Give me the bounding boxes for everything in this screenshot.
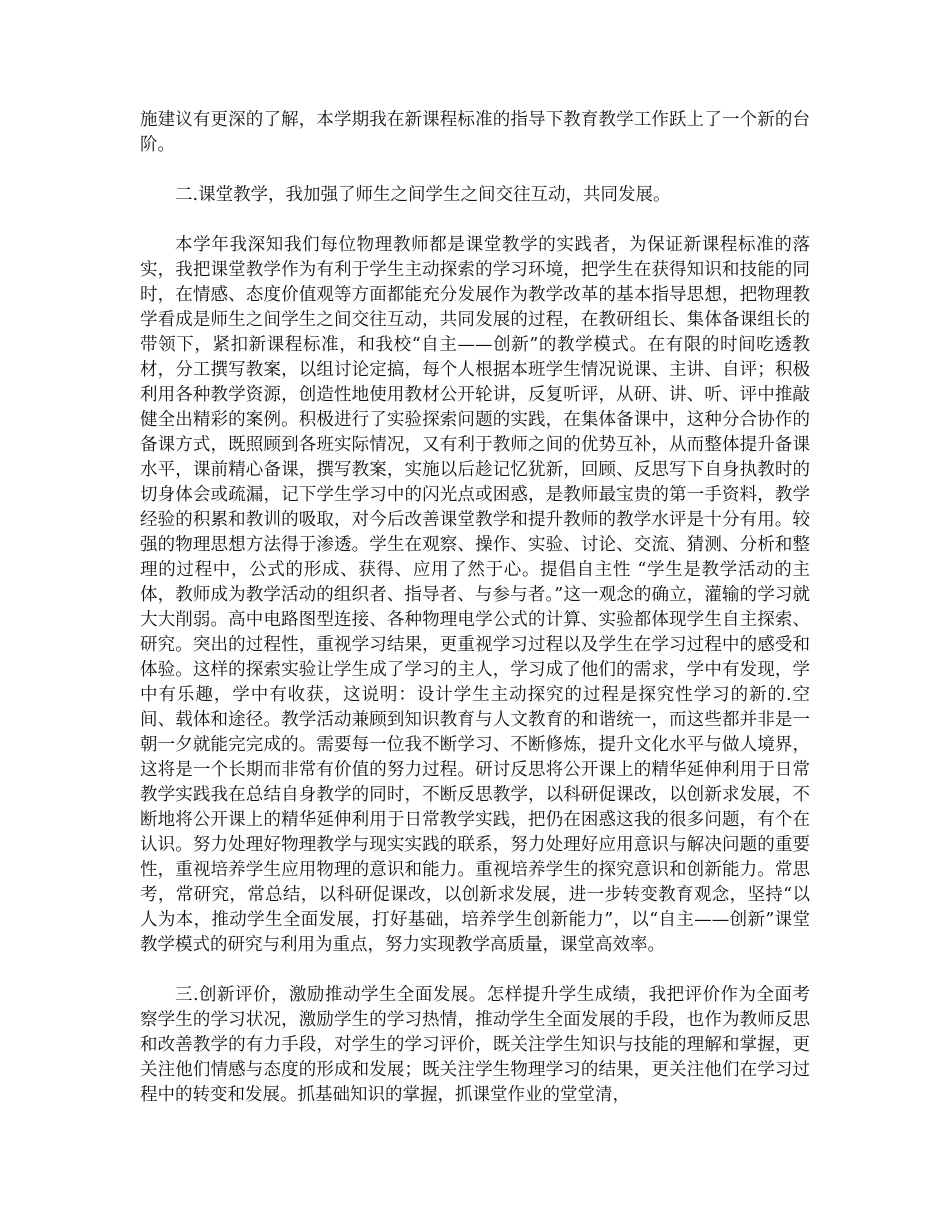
- section-heading-classroom-teaching: 二.课堂教学，我加强了师生之间学生之间交往互动，共同发展。: [175, 185, 671, 205]
- paragraph-classroom-practice: 本学年我深知我们每位物理教师都是课堂教学的实践者，为保证新课程标准的落实，我把课堂教学作为有利于学生主动探索的学习环境，把学生在获得知识和技能的同时，在情感、态度价值观等方面都能充分发展作为教学改革的基本指导思想，把物理教学看成是师生之间学生之间交往互动，共同发展的过程，在教研组长、集体备课组长的带领下，紧扣新课程标准，和我校“自主——创新”的教学模式。在有限的时间吃透教材，分工撰写教案，以组讨论定搞，每个人根据本班学生情况说课、主讲、自评；积极利用各种教学资源，创造性地使用教材公开轮讲，反复听评，从研、讲、听、评中推敲健全出精彩的案例。积极进行了实验探索问题的实践，在集体备课中，这种分合协作的备课方式，既照顾到各班实际情况，又有利于教师之间的优势互补，从而整体提升备课水平，课前精心备课，撰写教案，实施以后趁记忆犹新，回顾、反思写下自身执教时的切身体会或疏漏，记下学生学习中的闪光点或困惑，是教师最宝贵的第一手资料，教学经验的积累和教训的吸取，对今后改善课堂教学和提升教师的教学水评是十分有用。较强的物理思想方法得于渗透。学生在观察、操作、实验、讨论、交流、猜测、分析和整理的过程中，公式的形成、获得、应用了然于心。提倡自主性 “学生是教学活动的主体，教师成为教学活动的组织者、指导者、与参与者。”这一观念的确立，灌输的学习就大大削弱。高中电路图型连接、各种物理电学公式的计算、实验都体现学生自主探索、研究。突出的过程性，重视学习结果，更重视学习过程以及学生在学习过程中的感受和体验。这样的探索实验让学生成了学习的主人，学习成了他们的需求，学中有发现，学中有乐趣，学中有收获，这说明：设计学生主动探究的过程是探究性学习的新的.空间、载体和途径。教学活动兼顾到知识教育与人文教育的和谐统一，而这些都并非是一朝一夕就能完完成的。需要每一位我不断学习、不断修炼，提升文化水平与做人境界，这将是一个长期而非常有价值的努力过程。研讨反思将公开课上的精华延伸利用于日常教学实践我在总结自身教学的同时，不断反思教学，以科研促课改，以创新求发展，不断地将公开课上的精华延伸利用于日常教学实践，把仍在困惑这我的很多问题，有个在认识。努力处理好物理教学与现实实践的联系，努力处理好应用意识与解决问题的重要性，重视培养学生应用物理的意识和能力。重视培养学生的探究意识和创新能力。常思考，常研究，常总结，以科研促课改，以创新求发展，进一步转变教育观念，坚持“以人为本，推动学生全面发展，打好基础，培养学生创新能力”，以“自主——创新”课堂教学模式的研究与利用为重点，努力实现教学高质量，课堂高效率。: [140, 235, 810, 955]
- paragraph-innovative-evaluation: 三.创新评价，激励推动学生全面发展。怎样提升学生成绩，我把评价作为全面考察学生的学习状况，激励学生的学习热情，推动学生全面发展的手段，也作为教师反思和改善教学的有力手段，对学生的学习评价，既关注学生知识与技能的理解和掌握，更关注他们情感与态度的形成和发展；既关注学生物理学习的结果，更关注他们在学习过程中的转变和发展。抓基础知识的掌握，抓课堂作业的堂堂清，: [140, 985, 810, 1105]
- paragraph-continuation: 施建议有更深的了解，本学期我在新课程标准的指导下教育教学工作跃上了一个新的台阶。: [140, 110, 810, 155]
- document-page: [140, 108, 810, 1108]
